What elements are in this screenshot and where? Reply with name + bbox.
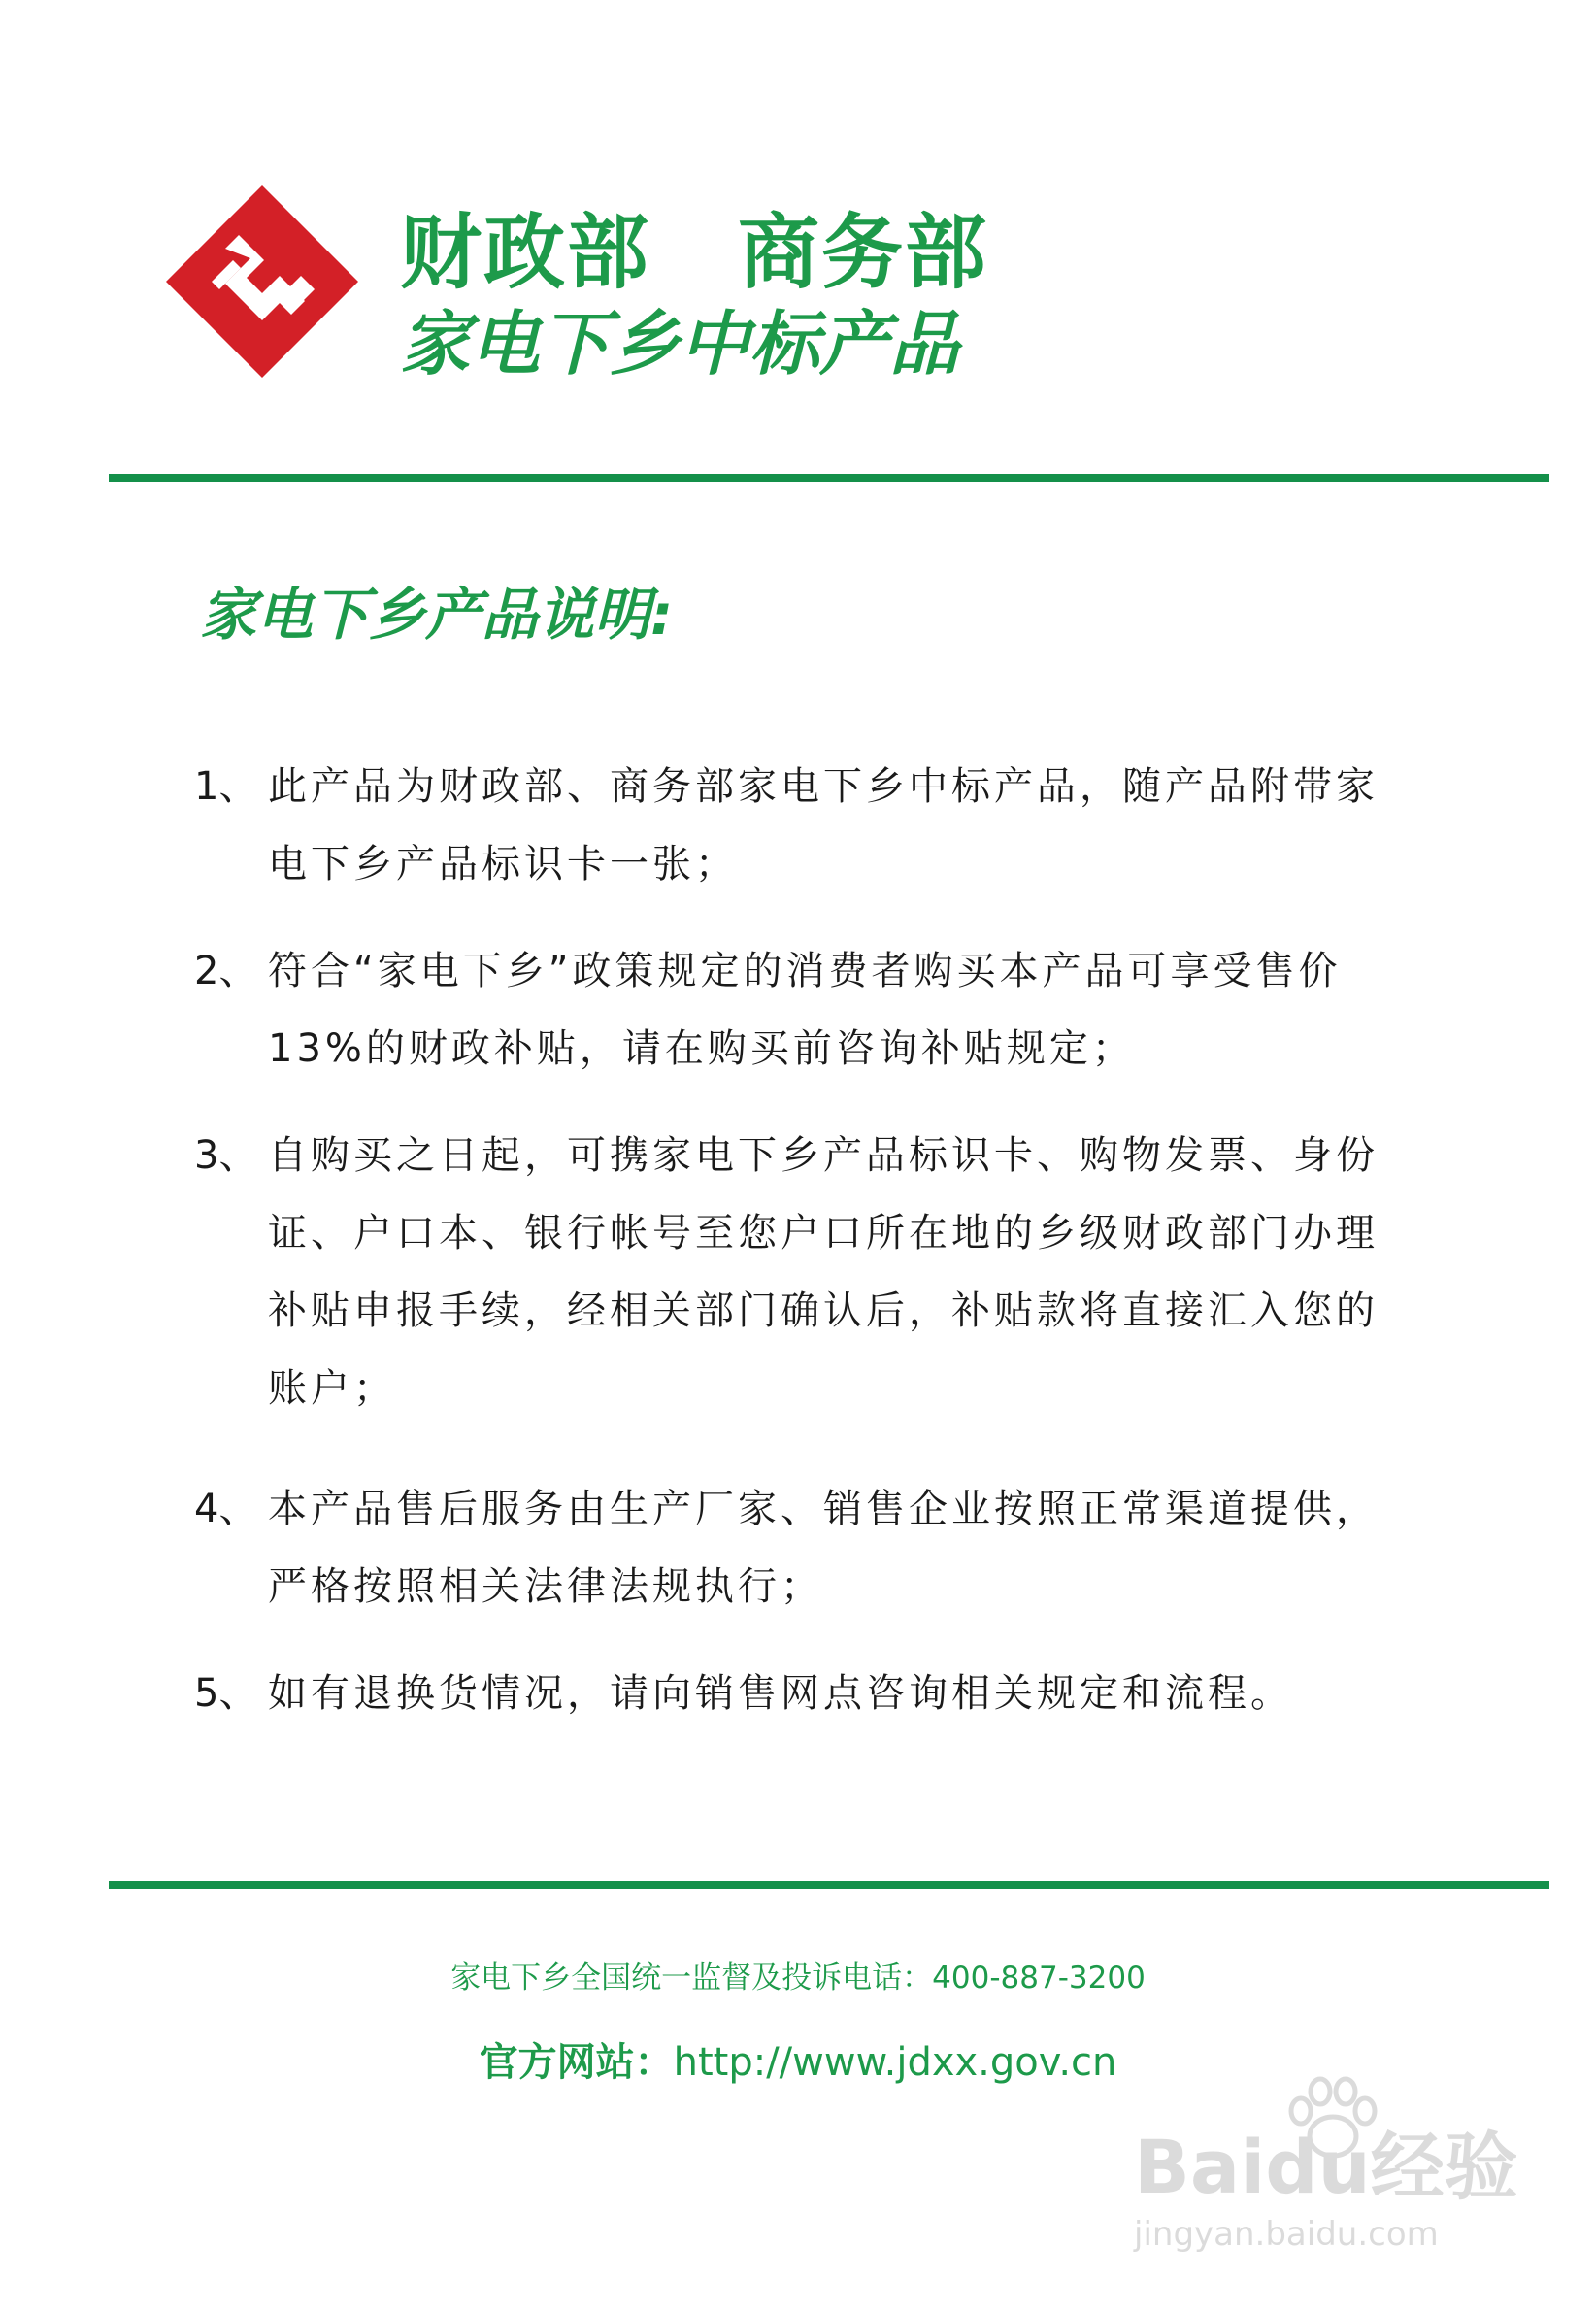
bottom-divider — [109, 1881, 1549, 1889]
watermark-main-text: Baidu经验 — [1134, 2124, 1518, 2210]
item-text-line: 13%的财政补贴，请在购买前咨询补贴规定； — [268, 1026, 1135, 1071]
item-number: 2、 — [194, 949, 258, 993]
item-text-line: 账户； — [268, 1366, 396, 1411]
header-subtitle: 家电下乡中标产品 — [400, 303, 960, 385]
section-title: 家电下乡产品说明: — [200, 582, 674, 648]
ministry-commerce-label: 商务部 — [738, 205, 989, 300]
top-divider — [109, 474, 1549, 482]
list-item — [194, 932, 1417, 1088]
ministry-logo-icon — [155, 175, 369, 388]
item-text-line: 补贴申报手续，经相关部门确认后，补贴款将直接汇入您的 — [268, 1289, 1379, 1333]
list-item — [194, 1117, 1417, 1427]
item-number: 5、 — [194, 1671, 258, 1716]
item-number: 4、 — [194, 1487, 258, 1531]
list-item — [194, 1655, 1417, 1732]
ministry-finance-label: 财政部 — [400, 205, 651, 300]
baidu-watermark — [1134, 2076, 1518, 2261]
item-text-line: 符合“家电下乡”政策规定的消费者购买本产品可享受售价 — [268, 949, 1342, 993]
instruction-list — [194, 748, 1417, 1761]
watermark-sub-text: jingyan.baidu.com — [1134, 2215, 1439, 2254]
website-label: 官方网站： — [479, 2040, 674, 2085]
list-item — [194, 748, 1417, 903]
item-text-line: 证、户口本、银行帐号至您户口所在地的乡级财政部门办理 — [268, 1211, 1379, 1256]
item-number: 1、 — [194, 764, 258, 809]
item-text-line: 严格按照相关法律法规执行； — [268, 1564, 823, 1609]
item-text-line: 自购买之日起，可携家电下乡产品标识卡、购物发票、身份 — [268, 1133, 1379, 1178]
item-text-line: 本产品售后服务由生产厂家、销售企业按照正常渠道提供， — [268, 1487, 1379, 1531]
item-text-line: 如有退换货情况，请向销售网点咨询相关规定和流程。 — [268, 1671, 1293, 1716]
website-link[interactable]: http://www.jdxx.gov.cn — [673, 2040, 1117, 2085]
item-text-line: 此产品为财政部、商务部家电下乡中标产品，随产品附带家 — [268, 764, 1379, 809]
item-number: 3、 — [194, 1133, 258, 1178]
complaint-hotline: 家电下乡全国统一监督及投诉电话：400-887-3200 — [450, 1960, 1146, 1995]
list-item — [194, 1470, 1417, 1625]
item-text-line: 电下乡产品标识卡一张； — [268, 842, 738, 887]
header-ministries — [400, 205, 989, 300]
